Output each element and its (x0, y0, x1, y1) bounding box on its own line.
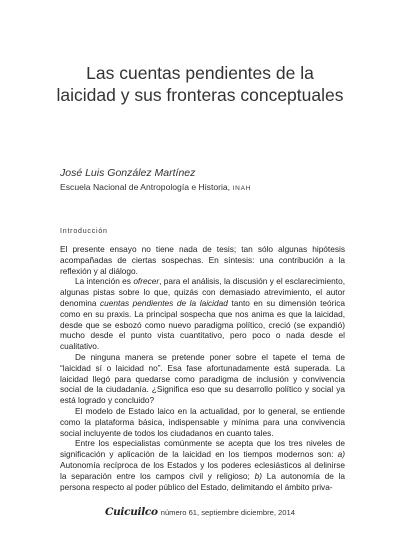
paragraph-text: De ninguna manera se pretende poner sobre el tapete el tema de “laicidad sí o laicidad no”. Esa fase afortunadamente está superada. La laicidad llegó para quedarse como paradigma de inclusión y convivencia social de la ciudadanía. ¿Significa eso que su desarrollo político y social ya está logrado y concluido? (60, 351, 345, 406)
issue-info: número 61, septiembre diciembre, 2014 (160, 508, 295, 517)
emphasis-text: b) (254, 470, 262, 481)
paragraph-text: Autonomía recíproca de los Estados y los poderes eclesiásticos al delinirse la separación entre los campos civil y religioso; (60, 459, 345, 481)
author-affiliation (60, 182, 251, 192)
section-heading: Introducción (60, 228, 108, 235)
affiliation-abbreviation: INAH (232, 185, 252, 192)
page-footer (0, 506, 400, 518)
emphasis-text: cuentas pendientes de la laicidad (100, 297, 228, 308)
affiliation-text: Escuela Nacional de Antropología e Historia, (60, 182, 231, 192)
title-line-2: laicidad y sus fronteras conceptuales (56, 85, 344, 105)
paragraph-text: La autonomía de la persona respecto al poder público del Estado, delimitando el ámbito priva- (60, 470, 345, 492)
paragraph-text: , para el análisis, la discusión y el esclarecimiento, algunas pistas sobre lo que, quizás con demasiado atrevimiento, el autor denomina (60, 276, 346, 308)
paragraph-text: tanto en su dimensión teórica como en su praxis. La principal sospecha que nos anima es que la laicidad, desde que se esbozó como nuevo paradigma político, creció (se expandió) mucho desde el punto vista cuantitativo, pero poco o nada desde el cualitativo. (60, 297, 345, 352)
title-line-1: Las cuentas pendientes de la (86, 63, 314, 83)
article-title (0, 62, 400, 106)
emphasis-text: ofrecer (133, 276, 160, 287)
body-paragraph (60, 352, 345, 406)
article-body (60, 244, 345, 492)
body-paragraph (60, 438, 345, 492)
paragraph-text: El modelo de Estado laico en la actualidad, por lo general, se entiende como la plataforma básica, indispensable y mínima para una convivencia social incluyente de todos los ciudadanos en cuanto tales. (60, 405, 345, 438)
journal-logo: Cuicuilco (105, 506, 158, 518)
author-name: José Luis González Martínez (60, 167, 196, 179)
paragraph-text: El presente ensayo no tiene nada de tesis; tan sólo algunas hipótesis acompañadas de ciertas sospechas. En síntesis: una contribución a la reflexión y al diálogo. (60, 244, 345, 276)
body-paragraph (60, 244, 345, 276)
paragraph-text: Entre los especialistas comúnmente se acepta que los tres niveles de significación y aplicación de la laicidad en los tiempos modernos son: (60, 438, 345, 460)
paragraph-text: La intención es (75, 276, 134, 287)
body-paragraph (60, 406, 345, 438)
emphasis-text: a) (337, 449, 345, 460)
body-paragraph (60, 276, 345, 352)
